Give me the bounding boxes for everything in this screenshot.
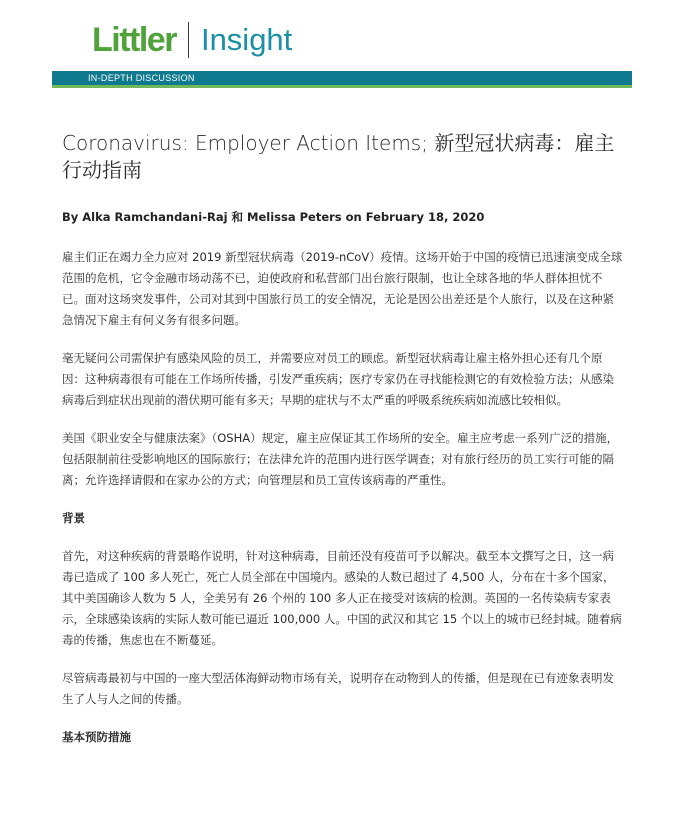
brand-logo-insight: Insight	[200, 22, 293, 57]
article-body	[62, 247, 624, 765]
logo	[92, 18, 292, 62]
band-label: IN-DEPTH DISCUSSION	[88, 73, 195, 83]
document-header	[52, 18, 632, 88]
paragraph: 毫无疑问公司需保护有感染风险的员工，并需要应对员工的顾虑。新型冠状病毒让雇主格外担心还有几个原因：这种病毒很有可能在工作场所传播，引发严重疾病；医疗专家仍在寻找能检测它的有效检验方法；从感染病毒后到症状出现前的潜伏期可能有多天；早期的症状与不太严重的呼吸系统疾病如流感比较相似。	[62, 351, 614, 407]
article-title: Coronavirus: Employer Action Items; 新型冠状病毒：雇主行动指南	[62, 131, 615, 182]
paragraph: 美国《职业安全与健康法案》（OSHA）规定，雇主应保证其工作场所的安全。雇主应考虑一系列广泛的措施，包括限制前往受影响地区的国际旅行；在法律允许的范围内进行医学调查；对有旅行经历的员工实行可能的隔离；允许选择请假和在家办公的方式；向管理层和员工宣传该病毒的严重性。	[62, 431, 619, 487]
header-band	[52, 71, 632, 88]
section-heading-prevention: 基本预防措施	[62, 730, 131, 744]
section-heading-background: 背景	[62, 511, 85, 525]
brand-logo-littler: Littler	[92, 20, 176, 59]
logo-divider	[188, 22, 189, 58]
byline: By Alka Ramchandani-Raj 和 Melissa Peters on February 18, 2020	[62, 210, 485, 224]
paragraph: 首先，对这种疾病的背景略作说明，针对这种病毒，目前还没有疫苗可予以解决。截至本文撰写之日，这一病毒已造成了 100 多人死亡，死亡人员全部在中国境内。感染的人数已超过了 4,500 人，分布在十多个国家，其中美国确诊人数为 5 人，全美另有 26 个州的 100 多人正在接受对该病的检测。英国的一名传染病专家表示，全球感染该病的实际人数可能已逼近 100,000 人。中国的武汉和其它 15 个以上的城市已经封城。随着病毒的传播，焦虑也在不断蔓延。	[62, 549, 622, 647]
paragraph: 雇主们正在竭力全力应对 2019 新型冠状病毒（2019-nCoV）疫情。这场开始于中国的疫情已迅速演变成全球范围的危机，它令金融市场动荡不已，迫使政府和私营部门出台旅行限制，也让全球各地的华人群体担忧不已。面对这场突发事件，公司对其到中国旅行员工的安全情况，无论是因公出差还是个人旅行，以及在这种紧急情况下雇主有何义务有很多问题。	[62, 250, 623, 327]
paragraph: 尽管病毒最初与中国的一座大型活体海鲜动物市场有关，说明存在动物到人的传播，但是现在已有迹象表明发生了人与人之间的传播。	[62, 671, 614, 706]
